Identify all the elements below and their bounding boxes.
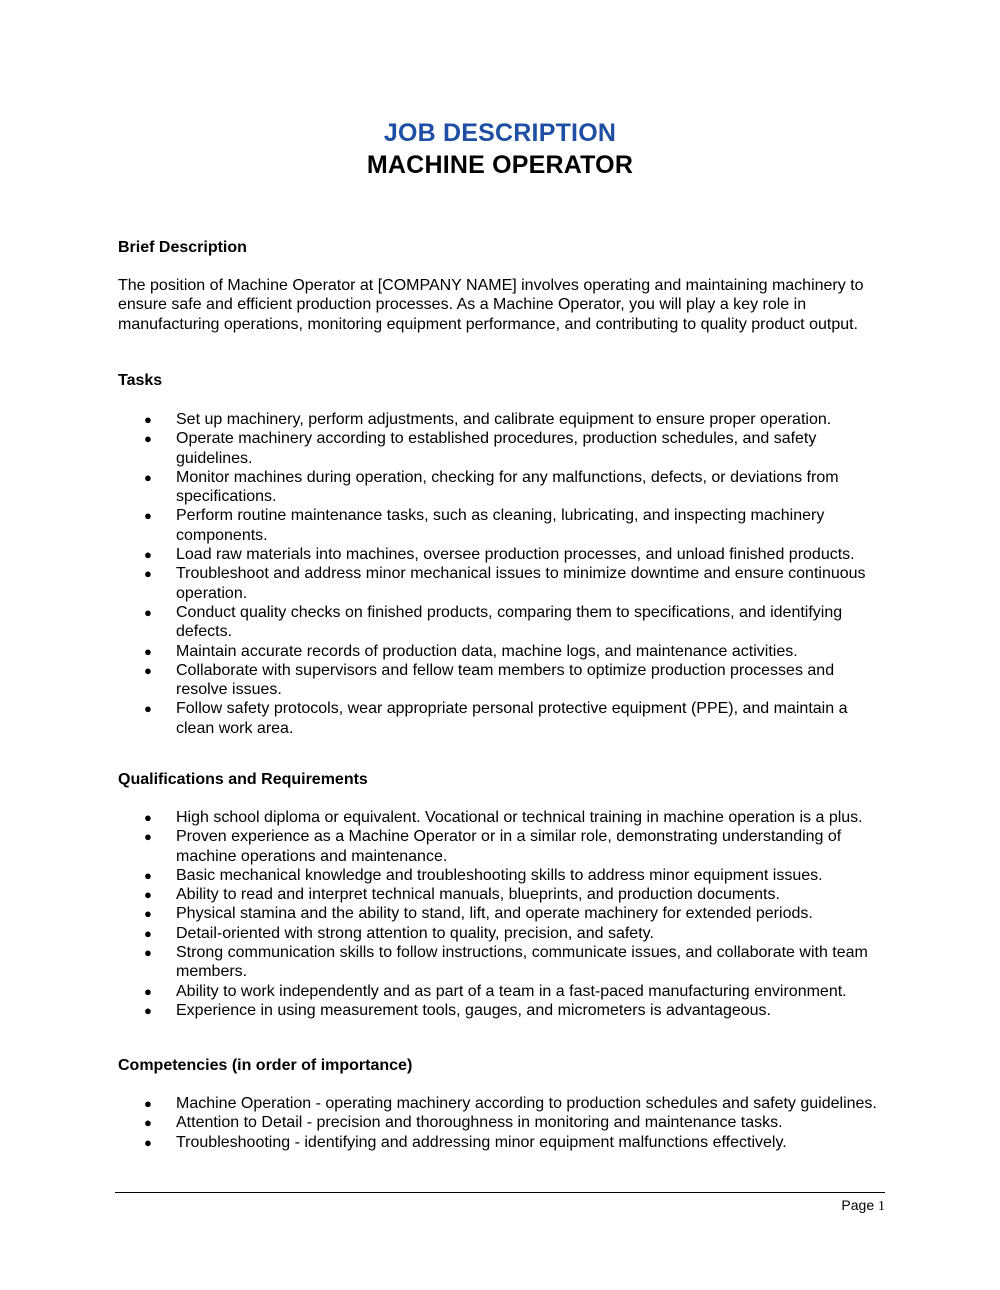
list-item-text: Operate machinery according to established procedures, production schedules, and safety guidelines. xyxy=(176,430,817,467)
list-item xyxy=(118,1094,878,1113)
page-footer xyxy=(841,1196,885,1216)
list-item xyxy=(118,808,878,827)
brief-description-text: The position of Machine Operator at [COMPANY NAME] involves operating and maintaining machinery to ensure safe and efficient production processes. As a Machine Operator, you will play a key role in manufacturing operations, monitoring equipment performance, and contributing to quality product output. xyxy=(118,277,864,333)
list-item-text: Basic mechanical knowledge and troubleshooting skills to address minor equipment issues. xyxy=(176,866,823,884)
bullet-icon: ● xyxy=(144,566,152,582)
bullet-icon: ● xyxy=(144,983,152,999)
list-item-text: Proven experience as a Machine Operator or in a similar role, demonstrating understanding of machine operations and maintenance. xyxy=(176,828,842,865)
list-item-text: Machine Operation - operating machinery according to production schedules and safety guidelines. xyxy=(176,1095,877,1112)
list-item xyxy=(118,904,878,923)
bullet-icon: ● xyxy=(144,867,152,883)
list-item-text: Conduct quality checks on finished products, comparing them to specifications, and identifying defects. xyxy=(176,603,843,641)
list-item xyxy=(118,545,878,564)
list-item xyxy=(118,699,878,738)
list-item-text: Troubleshoot and address minor mechanical issues to minimize downtime and ensure continuous operation. xyxy=(176,565,866,602)
list-item xyxy=(118,410,878,429)
list-item-text: Experience in using measurement tools, gauges, and micrometers is advantageous. xyxy=(176,1001,771,1019)
bullet-icon: ● xyxy=(144,431,152,447)
page-number: 1 xyxy=(878,1199,885,1214)
list-item xyxy=(118,1133,878,1152)
bullet-icon: ● xyxy=(144,1002,152,1018)
list-item-text: Perform routine maintenance tasks, such as cleaning, lubricating, and inspecting machinery components. xyxy=(176,507,825,544)
list-item-text: Troubleshooting - identifying and addressing minor equipment malfunctions effectively. xyxy=(176,1133,787,1151)
brief-description-heading: Brief Description xyxy=(118,239,247,256)
document-subtitle: MACHINE OPERATOR xyxy=(366,151,634,179)
list-item-text: Detail-oriented with strong attention to quality, precision, and safety. xyxy=(176,924,654,942)
bullet-icon: ● xyxy=(144,925,152,941)
bullet-icon: ● xyxy=(144,701,152,717)
list-item-text: Physical stamina and the ability to stand, lift, and operate machinery for extended periods. xyxy=(176,905,813,923)
page-label: Page xyxy=(841,1197,875,1213)
list-item xyxy=(118,1001,878,1020)
competencies-list xyxy=(118,1094,878,1152)
list-item xyxy=(118,603,878,642)
list-item-text: Follow safety protocols, wear appropriate personal protective equipment (PPE), and maintain a clean work area. xyxy=(176,700,848,737)
bullet-icon: ● xyxy=(144,829,152,845)
list-item-text: Attention to Detail - precision and thoroughness in monitoring and maintenance tasks. xyxy=(176,1114,783,1132)
qualifications-list xyxy=(118,808,878,1020)
list-item xyxy=(118,885,878,904)
list-item-text: High school diploma or equivalent. Vocational or technical training in machine operation is a plus. xyxy=(176,809,863,826)
bullet-icon: ● xyxy=(144,547,152,563)
list-item xyxy=(118,468,878,507)
list-item xyxy=(118,506,878,545)
bullet-icon: ● xyxy=(144,810,152,825)
tasks-list xyxy=(118,410,878,738)
bullet-icon: ● xyxy=(144,945,152,961)
list-item xyxy=(118,642,878,661)
bullet-icon: ● xyxy=(144,1115,152,1131)
bullet-icon: ● xyxy=(144,1096,152,1111)
list-item xyxy=(118,924,878,943)
list-item xyxy=(118,429,878,468)
bullet-icon: ● xyxy=(144,662,152,678)
list-item-text: Set up machinery, perform adjustments, and calibrate equipment to ensure proper operation. xyxy=(176,411,832,428)
list-item xyxy=(118,661,878,700)
bullet-icon: ● xyxy=(144,643,152,659)
footer-divider xyxy=(115,1192,885,1193)
bullet-icon: ● xyxy=(144,906,152,922)
list-item-text: Collaborate with supervisors and fellow team members to optimize production processes and resolve issues. xyxy=(176,661,835,699)
bullet-icon: ● xyxy=(144,412,152,427)
qualifications-heading: Qualifications and Requirements xyxy=(118,771,368,788)
list-item-text: Ability to read and interpret technical manuals, blueprints, and production documents. xyxy=(176,886,780,904)
list-item xyxy=(118,866,878,885)
competencies-heading: Competencies (in order of importance) xyxy=(118,1057,413,1074)
list-item-text: Strong communication skills to follow instructions, communicate issues, and collaborate with team members. xyxy=(176,944,868,981)
list-item xyxy=(118,564,878,603)
list-item xyxy=(118,943,878,982)
list-item-text: Monitor machines during operation, checking for any malfunctions, defects, or deviations from specifications. xyxy=(176,468,839,506)
tasks-heading: Tasks xyxy=(118,372,163,389)
document-title: JOB DESCRIPTION xyxy=(383,119,617,147)
list-item xyxy=(118,827,878,866)
list-item xyxy=(118,1113,878,1132)
bullet-icon: ● xyxy=(144,508,152,524)
list-item xyxy=(118,982,878,1001)
bullet-icon: ● xyxy=(144,887,152,903)
bullet-icon: ● xyxy=(144,1134,152,1150)
list-item-text: Load raw materials into machines, oversee production processes, and unload finished products. xyxy=(176,546,855,564)
bullet-icon: ● xyxy=(144,604,152,620)
list-item-text: Maintain accurate records of production data, machine logs, and maintenance activities. xyxy=(176,642,798,660)
bullet-icon: ● xyxy=(144,469,152,485)
list-item-text: Ability to work independently and as part of a team in a fast-paced manufacturing environment. xyxy=(176,982,847,1000)
